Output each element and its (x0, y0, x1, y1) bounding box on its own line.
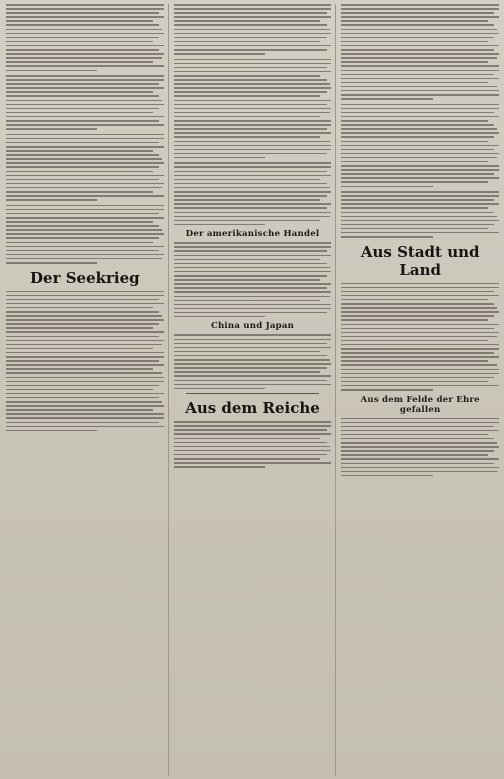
article-8 (341, 4, 499, 100)
article-stadt-land (341, 283, 499, 391)
column-1 (6, 4, 169, 776)
article-5 (174, 4, 332, 55)
heading-ostasien: China und Japan (210, 321, 295, 332)
newspaper-columns (6, 4, 499, 776)
column-3 (341, 4, 499, 776)
article-9 (341, 104, 499, 187)
article-handel (174, 242, 332, 317)
heading-aus-dem-reiche: Aus dem Reiche (185, 399, 320, 418)
article-4 (6, 205, 164, 264)
heading-feld-der-ehre: Aus dem Felde der Ehre gefallen (360, 394, 480, 415)
article-1 (6, 4, 164, 71)
article-reich (174, 421, 332, 468)
article-seekrieg (6, 291, 164, 432)
column-2 (174, 4, 337, 776)
article-2 (6, 75, 164, 130)
article-10 (341, 191, 499, 238)
heading-ausland-handel: Der amerikanische Handel (185, 229, 320, 240)
heading-seekrieg: Der Seekrieg (30, 268, 140, 287)
article-gefallen (341, 418, 499, 477)
article-6 (174, 59, 332, 159)
heading-stadt-und-land: Aus Stadt und Land (360, 242, 480, 279)
article-7 (174, 162, 332, 225)
article-3 (6, 134, 164, 201)
article-ostasien (174, 334, 332, 389)
divider (186, 393, 318, 394)
